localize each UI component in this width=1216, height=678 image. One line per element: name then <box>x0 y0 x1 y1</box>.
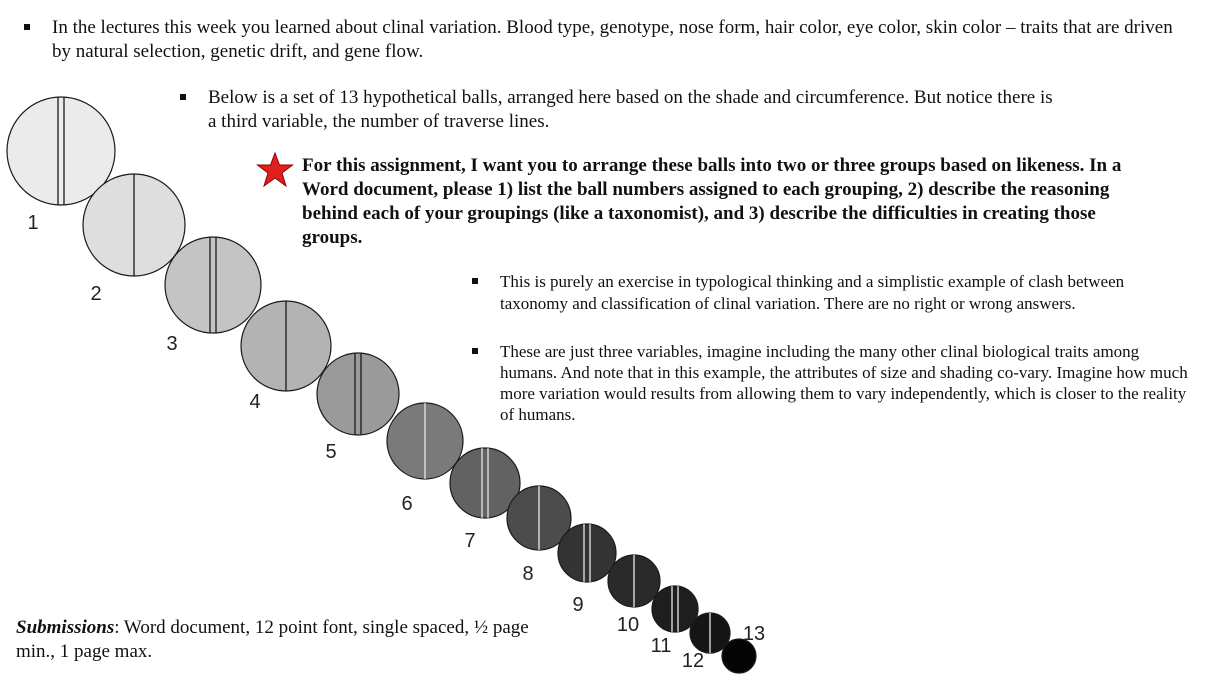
ball-8 <box>507 486 571 585</box>
note-2-text: These are just three variables, imagine including the many other clinal biological traits among humans. And note that in this example, the attributes of size and shading co-vary. Imagine how much more variation would results from allowing them to vary independently, which is closer to the reality of humans. <box>500 342 1188 424</box>
ball-9-body <box>558 524 616 582</box>
submissions-label: Submissions <box>16 617 115 638</box>
ball-3-label: 3 <box>166 333 178 355</box>
ball-5-body <box>317 353 399 435</box>
ball-7-label: 7 <box>464 530 476 552</box>
ball-10 <box>608 555 660 636</box>
ball-10-label: 10 <box>616 614 640 636</box>
ball-13-label: 13 <box>742 623 766 645</box>
ball-11 <box>651 586 698 657</box>
ball-1-label: 1 <box>27 212 39 234</box>
ball-9 <box>558 524 616 616</box>
note-1-text: This is purely an exercise in typological thinking and a simplistic example of clash between taxonomy and classification of clinal variation. There are no right or wrong answers. <box>500 272 1125 313</box>
ball-6 <box>387 403 463 515</box>
balls-intro-text: Below is a set of 13 hypothetical balls, arranged here based on the shade and circumference. But notice there is a third variable, the number of traverse lines. <box>208 87 1053 132</box>
ball-5-label: 5 <box>325 441 337 463</box>
ball-5 <box>317 353 399 463</box>
assignment-text: For this assignment, I want you to arrange these balls into two or three groups based on likeness. In a Word document, please 1) list the ball numbers assigned to each grouping, 2) describe the reasoning behind each of your groupings (like a taxonomist), and 3) describe the difficulties in creating those groups. <box>302 155 1122 248</box>
ball-9-label: 9 <box>572 594 584 616</box>
ball-7 <box>450 448 520 552</box>
ball-11-label: 11 <box>650 635 672 657</box>
ball-4-label: 4 <box>249 391 261 413</box>
ball-12-label: 12 <box>681 650 705 672</box>
ball-8-label: 8 <box>522 563 534 585</box>
ball-6-label: 6 <box>401 493 413 515</box>
submissions-text: : Word document, 12 point font, single spaced, ½ page min., 1 page max. <box>16 617 529 662</box>
ball-3-body <box>165 237 261 333</box>
intro-text: In the lectures this week you learned about clinal variation. Blood type, genotype, nose form, hair color, eye color, skin color – traits that are driven by natural selection, genetic drift, and gene flow. <box>52 17 1173 62</box>
ball-2-label: 2 <box>90 283 102 305</box>
